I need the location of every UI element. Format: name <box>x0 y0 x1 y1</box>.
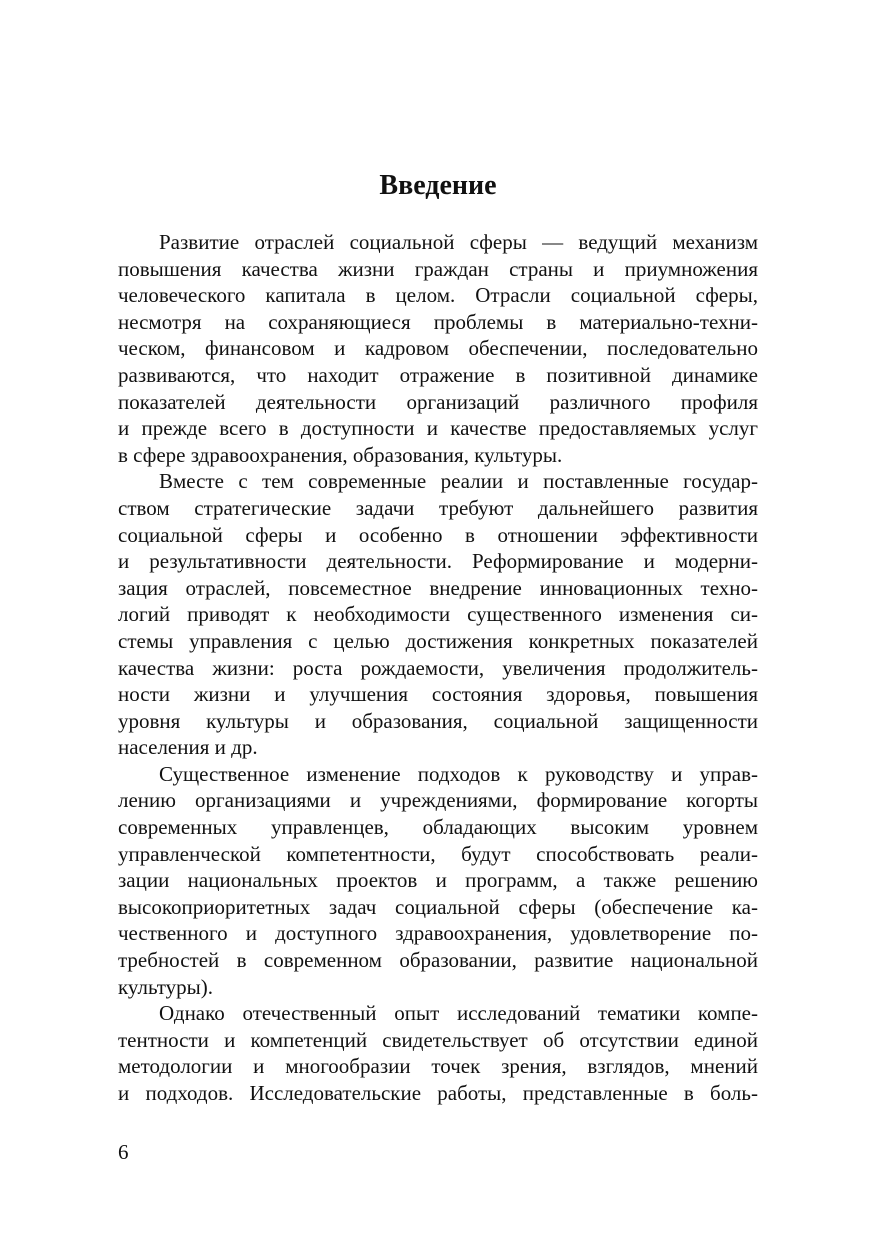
text-line: Развитие отраслей социальной сферы — ведущий механизм <box>159 230 758 254</box>
text-line: методологии и многообразии точек зрения, взглядов, мнений <box>118 1054 758 1079</box>
body-text <box>118 229 758 1107</box>
text-line: культуры). <box>118 974 213 999</box>
text-line: населения и др. <box>118 735 258 760</box>
text-line: качества жизни: роста рождаемости, увеличения продолжитель- <box>118 655 758 680</box>
text-line: и прежде всего в доступности и качестве предоставляемых услуг <box>118 416 758 441</box>
paragraph-4 <box>118 1000 758 1106</box>
text-line: зация отраслей, повсеместное внедрение инновационных техно- <box>118 575 758 600</box>
paragraph-3 <box>118 761 758 1000</box>
page-number: 6 <box>118 1140 129 1164</box>
text-line: ством стратегические задачи требуют дальнейшего развития <box>118 495 758 520</box>
text-line: социальной сферы и особенно в отношении эффективности <box>118 522 758 547</box>
text-line: и результативности деятельности. Реформирование и модерни- <box>118 549 758 574</box>
text-line: Вместе с тем современные реалии и поставленные государ- <box>159 469 758 494</box>
text-line: стемы управления с целью достижения конкретных показателей <box>118 628 758 653</box>
text-line: Однако отечественный опыт исследований тематики компе- <box>159 1001 758 1026</box>
text-line: зации национальных проектов и программ, а также решению <box>118 868 758 893</box>
text-line: уровня культуры и образования, социальной защищенности <box>118 708 758 733</box>
text-line: показателей деятельности организаций различного профиля <box>118 389 758 414</box>
text-line: ности жизни и улучшения состояния здоровья, повышения <box>118 682 758 707</box>
paragraph-2 <box>118 468 758 761</box>
text-line: и подходов. Исследовательские работы, представленные в боль- <box>118 1081 758 1105</box>
text-line: чественного и доступного здравоохранения, удовлетворение по- <box>118 921 758 946</box>
text-line: логий приводят к необходимости существенного изменения си- <box>118 602 758 627</box>
text-line: в сфере здравоохранения, образования, культуры. <box>118 442 563 467</box>
text-line: требностей в современном образовании, развитие национальной <box>118 948 758 973</box>
text-line: тентности и компетенций свидетельствует об отсутствии единой <box>118 1027 758 1052</box>
text-line: высокоприоритетных задач социальной сферы (обеспечение ка- <box>118 894 758 919</box>
text-line: лению организациями и учреждениями, формирование когорты <box>118 788 758 813</box>
text-line: несмотря на сохраняющиеся проблемы в материально-техни- <box>118 309 758 334</box>
text-line: ческом, финансовом и кадровом обеспечении, последовательно <box>118 336 758 361</box>
text-line: Существенное изменение подходов к руководству и управ- <box>159 761 758 786</box>
text-line: управленческой компетентности, будут способствовать реали- <box>118 841 758 866</box>
text-line: современных управленцев, обладающих высоким уровнем <box>118 815 758 840</box>
paragraph-1 <box>118 229 758 468</box>
text-line: развиваются, что находит отражение в позитивной динамике <box>118 362 758 387</box>
text-line: повышения качества жизни граждан страны и приумножения <box>118 256 758 281</box>
page-title: Введение <box>379 170 497 201</box>
text-line: человеческого капитала в целом. Отрасли социальной сферы, <box>118 283 758 308</box>
